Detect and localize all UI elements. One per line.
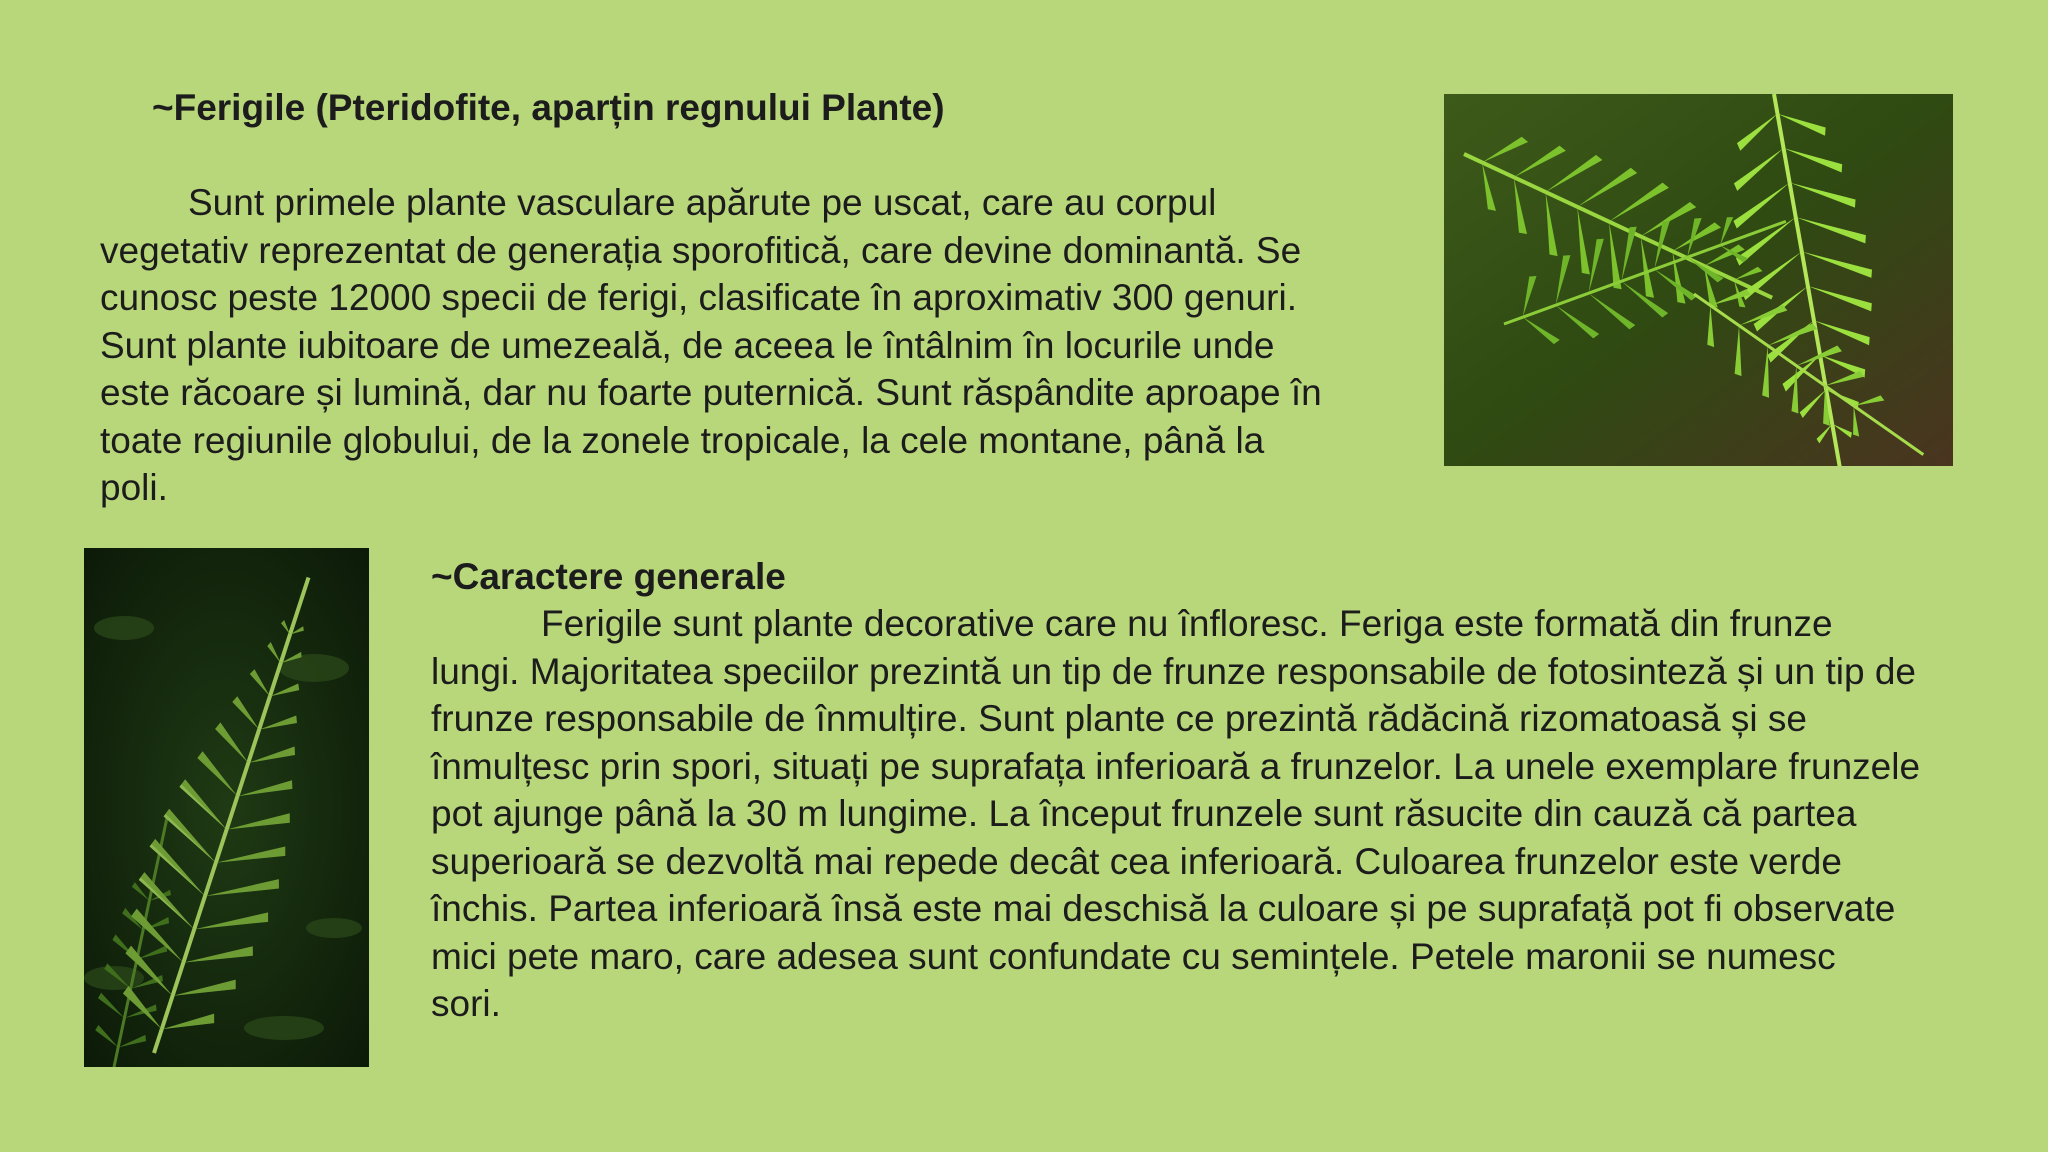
- paragraph-line: Sunt primele plante vasculare apărute pe uscat, care au corpul: [188, 182, 1217, 223]
- fern-frond-image: [84, 548, 369, 1067]
- paragraph-line: închis. Partea inferioară însă este mai deschisă la culoare și pe suprafață pot fi observate: [431, 888, 1896, 929]
- fern-photo-bottom-left: [84, 548, 369, 1067]
- paragraph-line: lungi. Majoritatea speciilor prezintă un tip de frunze responsabile de fotosinteză și un tip de: [431, 650, 1916, 692]
- paragraph-line: este răcoare și lumină, dar nu foarte puternică. Sunt răspândite aproape în: [100, 372, 1322, 413]
- paragraph-line: mici pete maro, care adesea sunt confundate cu semințele. Petele maronii se numesc: [431, 935, 1836, 977]
- paragraph-line: cunosc peste 12000 specii de ferigi, clasificate în aproximativ 300 genuri.: [100, 277, 1298, 318]
- paragraph-line: înmulțesc prin spori, situați pe suprafața inferioară a frunzelor. La unele exemplare frunzele: [431, 745, 1921, 787]
- fern-fronds-image: [1444, 94, 1953, 466]
- section-2-paragraph: [431, 600, 2031, 1028]
- paragraph-line: pot ajunge până la 30 m lungime. La început frunzele sunt răsucite din cauză că partea: [431, 793, 1857, 834]
- paragraph-line: superioară se dezvoltă mai repede decât cea inferioară. Culoarea frunzelor este verde: [431, 840, 1842, 882]
- section-2-heading: ~Caractere generale: [431, 556, 786, 597]
- paragraph-line: toate regiunile globului, de la zonele tropicale, la cele montane, până la: [100, 419, 1265, 461]
- paragraph-line: frunze responsabile de înmulțire. Sunt plante ce prezintă rădăcină rizomatoasă și se: [431, 698, 1807, 739]
- paragraph-line: sori.: [431, 983, 501, 1024]
- section-1-heading: ~Ferigile (Pteridofite, aparțin regnului Plante): [152, 87, 945, 128]
- paragraph-line: poli.: [100, 467, 168, 508]
- paragraph-line: vegetativ reprezentat de generația sporofitică, care devine dominantă. Se: [100, 229, 1302, 271]
- paragraph-line: Ferigile sunt plante decorative care nu înfloresc. Feriga este formată din frunze: [541, 603, 1833, 644]
- paragraph-line: Sunt plante iubitoare de umezeală, de aceea le întâlnim în locurile unde: [100, 324, 1275, 366]
- section-1-paragraph: [100, 179, 1420, 512]
- fern-photo-top-right: [1444, 94, 1953, 466]
